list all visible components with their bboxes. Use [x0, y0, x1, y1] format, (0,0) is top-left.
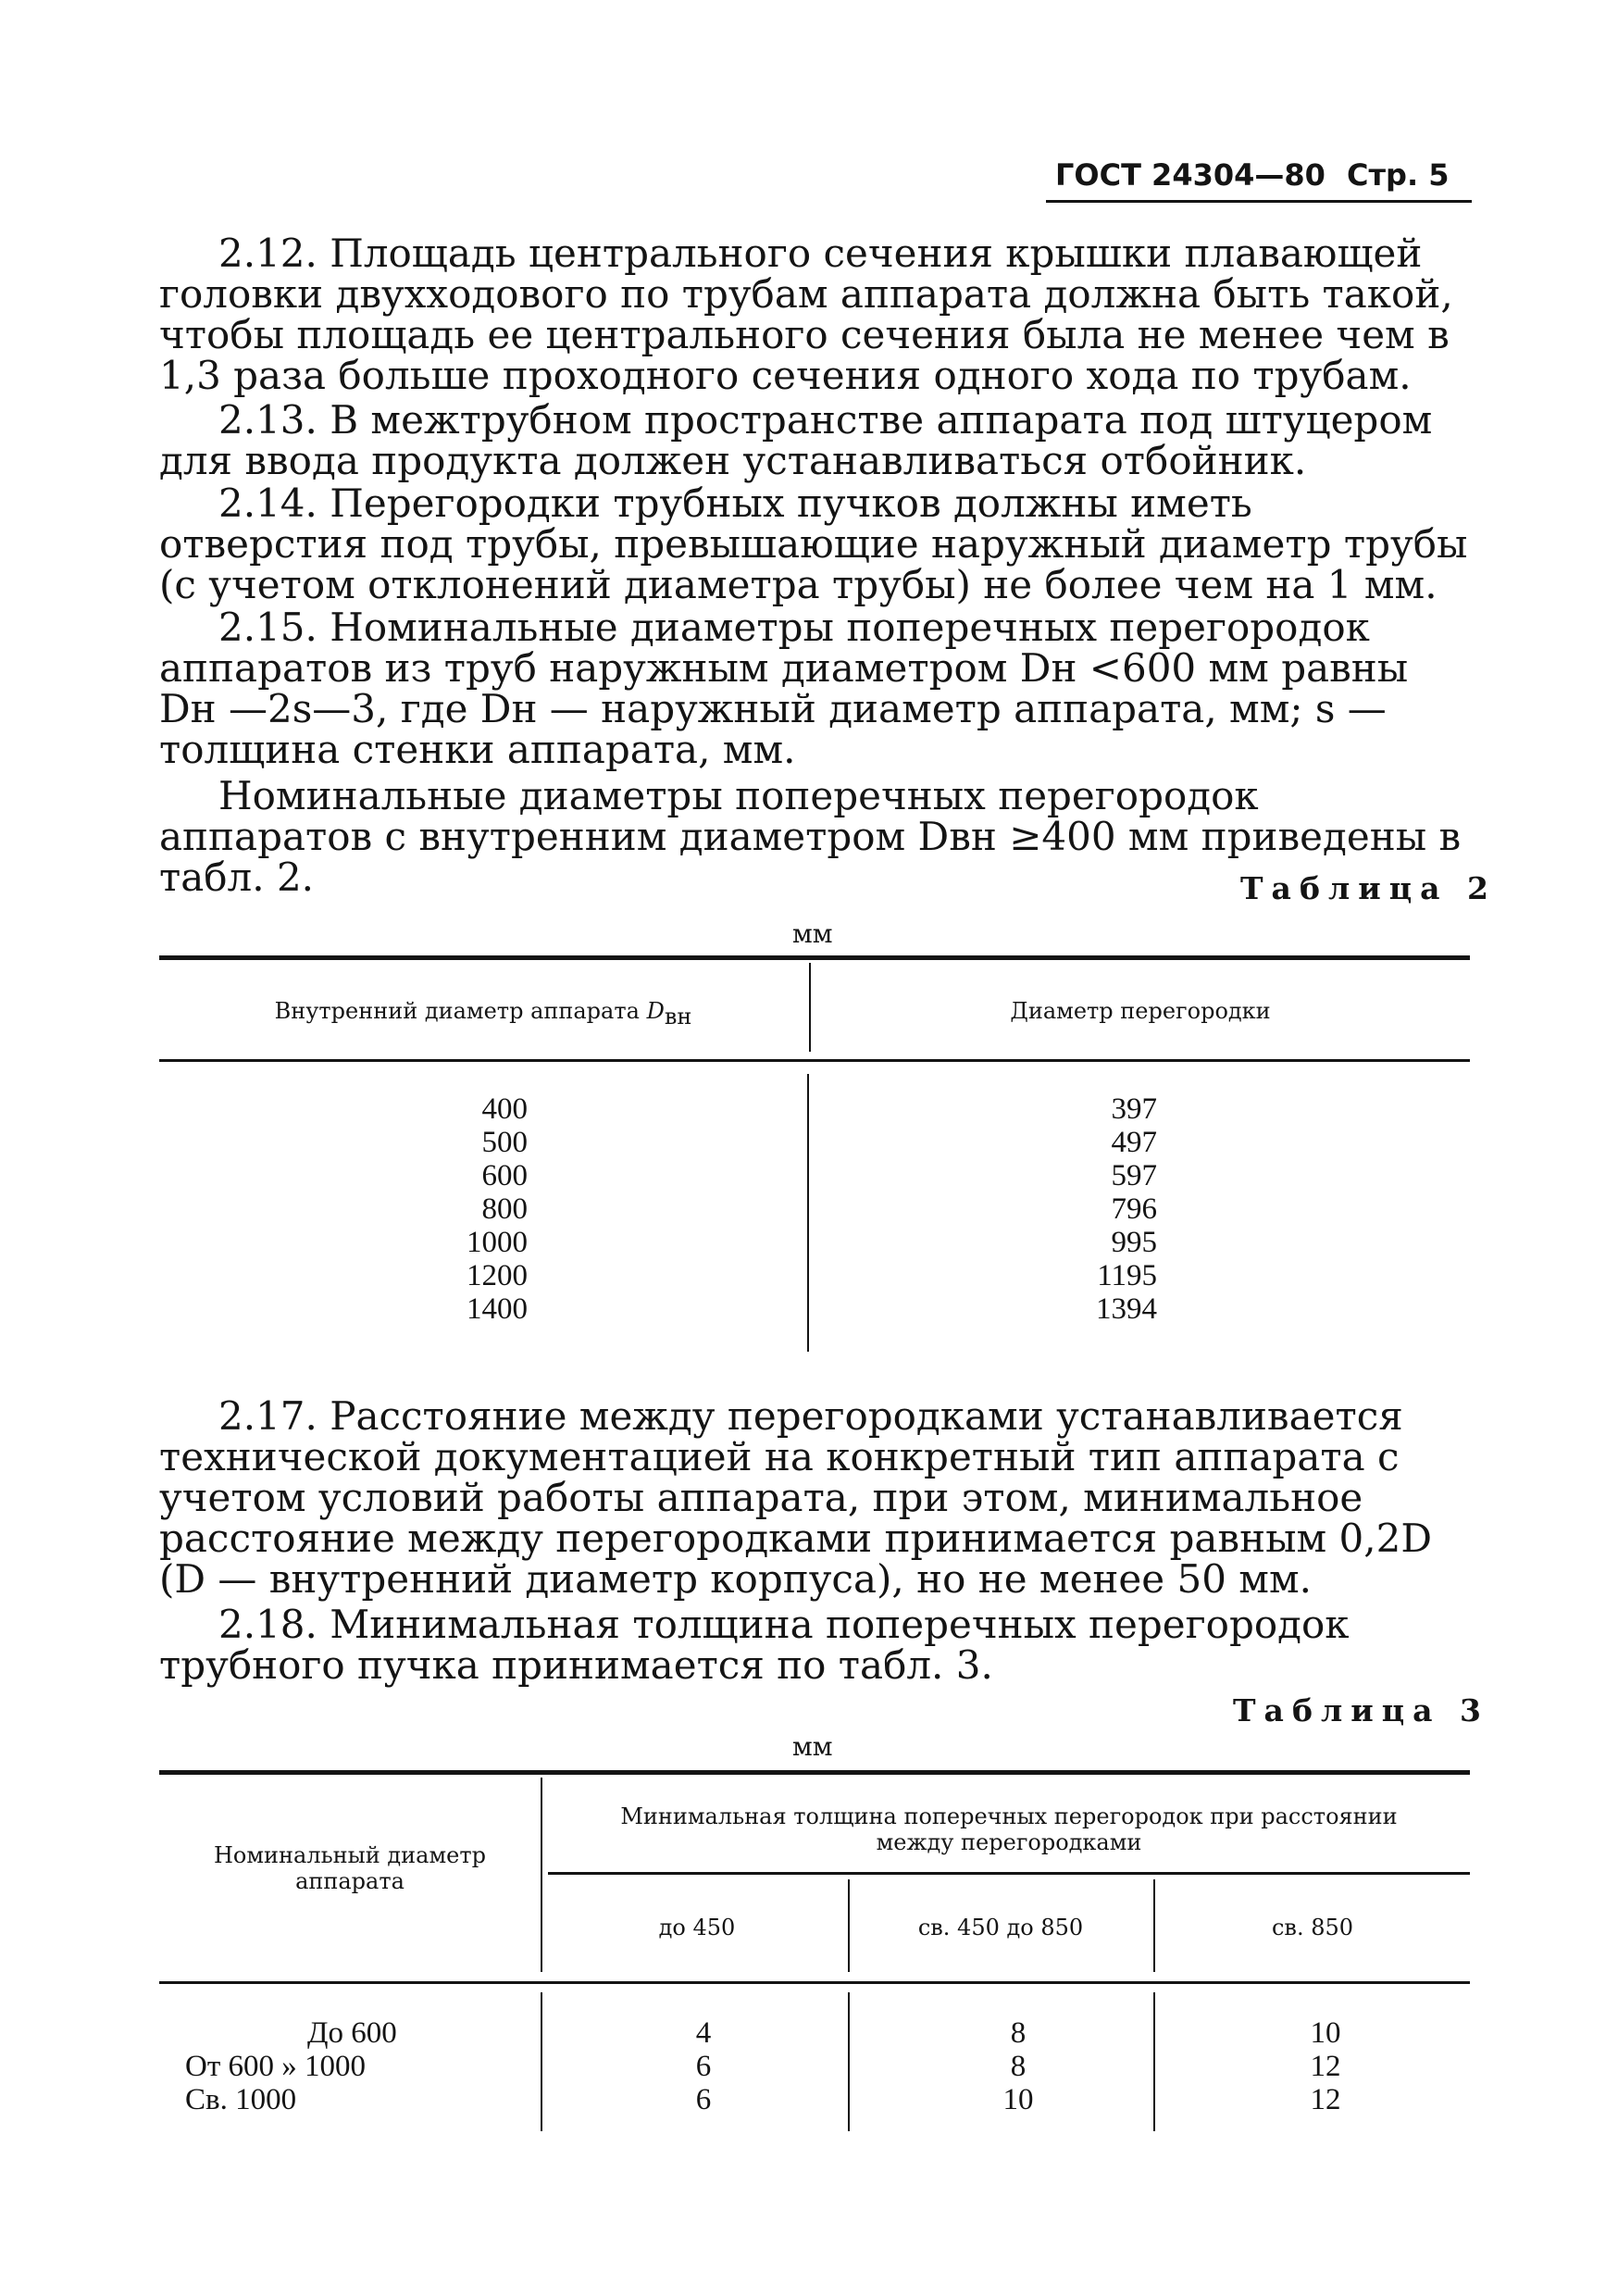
table-2-top-rule — [159, 955, 1470, 960]
table-2-unit: мм — [792, 918, 833, 949]
table-2-cell: 400 — [481, 1092, 528, 1126]
table-3-row-label: До 600 — [307, 2016, 397, 2050]
table-3-cell: 8 — [1010, 2016, 1027, 2050]
table-3-body-divider-third — [1153, 1992, 1155, 2131]
table-2-label: Таблица 2 — [1240, 870, 1497, 906]
table-3-column-diameter — [185, 2016, 463, 2116]
table-2-cell: 600 — [481, 1159, 528, 1192]
table-3-subheader-up-to-450: до 450 — [658, 1915, 736, 1940]
table-2-body-divider — [807, 1074, 809, 1352]
table-2-cell: 1195 — [1097, 1259, 1157, 1292]
table-2-cell: 1400 — [467, 1292, 528, 1326]
table-2-cell: 1394 — [1096, 1292, 1157, 1326]
paragraph-2-17: 2.17. Расстояние между перегородками устанавливается технической документацией на конкретный тип аппарата с учетом условий работы аппарата, при этом, минимальное расстояние между перегородками принимается равным 0,2D (D — внутренний диаметр корпуса), но не менее 50 мм. — [159, 1393, 1432, 1602]
table-2-column-baffle-diameter — [1037, 1092, 1157, 1326]
table-3-body-divider-first — [541, 1992, 542, 2131]
table-3-header-group: Минимальная толщина поперечных перегородок при расстоянии между перегородками — [620, 1803, 1398, 1855]
table-3-label: Таблица 3 — [1233, 1692, 1489, 1728]
paragraph-2-13: 2.13. В межтрубном пространстве аппарата под штуцером для ввода продукта должен устанавливаться отбойник. — [159, 397, 1433, 483]
table-3-cell: 12 — [1310, 2083, 1341, 2116]
table-3-cell: 10 — [1002, 2083, 1034, 2116]
table-2-cell: 500 — [481, 1126, 528, 1159]
table-3-column-over-850 — [1270, 2016, 1381, 2116]
table-2-cell: 497 — [1111, 1126, 1157, 1159]
table-2-cell: 995 — [1111, 1226, 1157, 1259]
table-3-header-divider-first — [541, 1778, 542, 1972]
table-2-header-subscript: вн — [664, 1004, 692, 1029]
table-3-subheader-450-to-850: св. 450 до 850 — [917, 1915, 1084, 1940]
paragraph-table2-reference: Номинальные диаметры поперечных перегородок аппаратов с внутренним диаметром Dвн ≥400 мм приведены в табл. 2. — [159, 773, 1462, 900]
table-2-header-rule — [159, 1059, 1470, 1062]
paragraph-2-12: 2.12. Площадь центрального сечения крышки плавающей головки двухходового по трубам аппарата должна быть такой, чтобы площадь ее центрального сечения была не менее чем в 1,3 раза больше проходного сечения одного хода по трубам. — [159, 231, 1453, 398]
page-number: Стр. 5 — [1347, 157, 1450, 193]
table-3-cell: 8 — [1010, 2050, 1027, 2083]
table-3-row-label: Св. 1000 — [185, 2083, 297, 2116]
table-3-subheader-over-850: св. 850 — [1271, 1915, 1354, 1940]
table-3-body-divider-second — [848, 1992, 850, 2131]
table-3-row-label: От 600 » 1000 — [185, 2050, 367, 2083]
table-2-cell: 397 — [1111, 1092, 1157, 1126]
paragraph-2-14: 2.14. Перегородки трубных пучков должны иметь отверстия под трубы, превышающие наружный диаметр трубы (с учетом отклонений диаметра трубы) не более чем на 1 мм. — [159, 480, 1468, 607]
table-3-column-up-to-450 — [648, 2016, 759, 2116]
table-2-header-inner-diameter-text: Внутренний диаметр аппарата — [274, 998, 640, 1024]
table-3-header-nominal-diameter: Номинальный диаметр аппарата — [214, 1842, 486, 1894]
table-3-cell: 10 — [1310, 2016, 1341, 2050]
table-2-column-inner-diameter — [407, 1092, 528, 1326]
table-2-header-inner-diameter — [159, 998, 807, 1029]
table-3-group-rule — [548, 1872, 1470, 1875]
table-2-header-baffle-diameter: Диаметр перегородки — [1010, 998, 1271, 1024]
table-2-cell: 597 — [1111, 1159, 1157, 1192]
table-2-cell: 1000 — [467, 1226, 528, 1259]
table-3-header-rule — [159, 1981, 1470, 1984]
table-3-cell: 6 — [695, 2050, 712, 2083]
table-3-cell: 4 — [695, 2016, 712, 2050]
table-3-column-450-to-850 — [963, 2016, 1074, 2116]
table-2-cell: 1200 — [467, 1259, 528, 1292]
paragraph-2-15: 2.15. Номинальные диаметры поперечных перегородок аппаратов из труб наружным диаметром Dн <600 мм равны Dн —2s—3, где Dн — наружный диаметр аппарата, мм; s — толщина стенки аппарата, мм. — [159, 605, 1409, 772]
page-header — [1046, 154, 1470, 200]
table-3-cell: 6 — [695, 2083, 712, 2116]
table-3-top-rule — [159, 1770, 1470, 1775]
table-2-cell: 800 — [481, 1192, 528, 1226]
table-3-cell: 12 — [1310, 2050, 1341, 2083]
table-2-header-symbol: D — [646, 998, 665, 1024]
header-rule — [1046, 200, 1472, 203]
standard-code: ГОСТ 24304—80 — [1055, 157, 1326, 193]
table-2-cell: 796 — [1111, 1192, 1157, 1226]
table-3-unit: мм — [792, 1731, 833, 1762]
paragraph-2-18: 2.18. Минимальная толщина поперечных перегородок трубного пучка принимается по табл. 3. — [159, 1602, 1350, 1688]
